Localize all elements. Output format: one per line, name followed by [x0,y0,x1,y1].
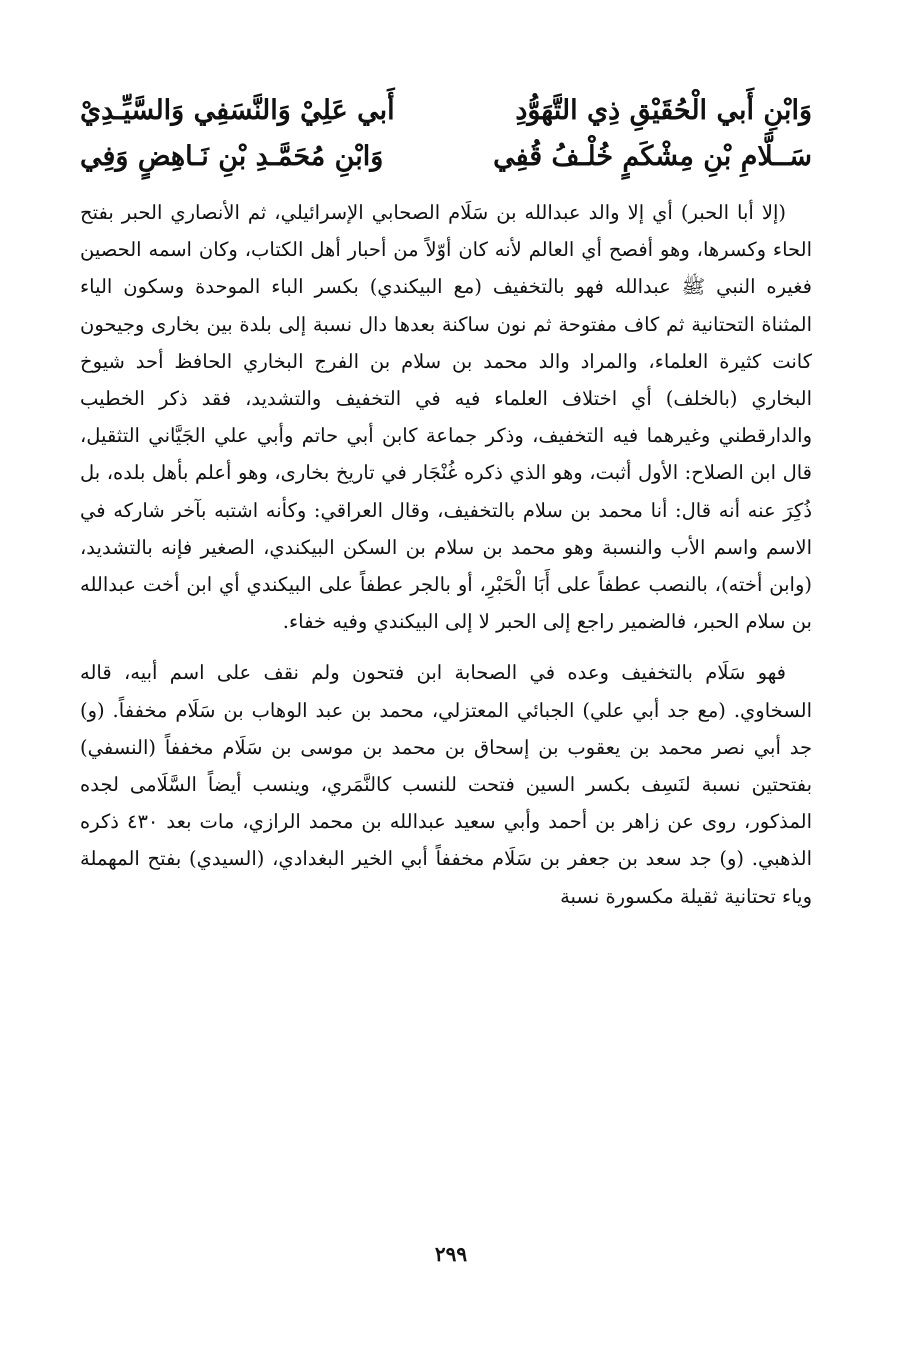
verse-1-second-hemistich: أَبي عَلِيْ وَالنَّسَفِي وَالسَّيِّـدِيْ [80,95,395,126]
verse-2-first-hemistich: سَــلَّامِ بْنِ مِشْكَمٍ خُلْـفُ قُفِي [493,141,812,172]
verse-line-1 [80,88,812,134]
commentary-body [80,194,812,915]
page-number: ٢٩٩ [434,1242,468,1266]
verse-2-second-hemistich: وَابْنِ مُحَمَّـدِ بْنِ نَـاهِضٍ وَفِي [80,141,384,172]
poem-verses [80,88,812,180]
commentary-paragraph-2: فهو سَلَام بالتخفيف وعده في الصحابة ابن فتحون ولم نقف على اسم أبيه، قاله السخاوي. (مع جد أبي علي) الجبائي المعتزلي، محمد بن عبد الوهاب بن سَلَام مخففاً. (و) جد أبي نصر محمد بن يعقوب بن إسحاق بن محمد بن موسى بن سَلَام مخففاً (النسفي) بفتحتين نسبة لنَسِف بكسر السين فتحت للنسب كالنَّمَري، وينسب أيضاً السَّلَامى لجده المذكور، روى عن زاهر بن أحمد وأبي سعيد عبدالله بن محمد الرازي، مات بعد ٤٣٠ ذكره الذهبي. (و) جد سعد بن جعفر بن سَلَام مخففاً أبي الخير البغدادي، (السيدي) بفتح المهملة وياء تحتانية ثقيلة مكسورة نسبة [80,661,812,908]
verse-1-first-hemistich: وَابْنِ أَبي الْحُقَيْقِ ذِي التَّهَوُّدِ [515,95,812,126]
verse-line-2 [80,134,812,180]
commentary-paragraph-1: (إلا أبا الحبر) أي إلا والد عبدالله بن سَلَام الصحابي الإسرائيلي، ثم الأنصاري الحبر بفتح الحاء وكسرها، وهو أفصح أي العالم لأنه كان أوّلاً من أحبار أهل الكتاب، وكان اسمه الحصين فغيره النبي ﷺ عبدالله فهو بالتخفيف (مع البيكندي) بكسر الباء الموحدة وسكون الياء المثناة التحتانية ثم كاف مفتوحة ثم نون ساكنة بعدها دال نسبة إلى بلدة بين بخارى وجيحون كانت كثيرة العلماء، والمراد والد محمد بن سلام بن الفرج البخاري الحافظ أحد شيوخ البخاري (بالخلف) أي اختلاف العلماء فيه في التخفيف والتشديد، فقد ذكر الخطيب والدارقطني وغيرهما فيه التخفيف، وذكر جماعة كابن أبي حاتم وأبي علي الجَيَّاني التثقيل، قال ابن الصلاح: الأول أثبت، وهو الذي ذكره غُنْجَار في تاريخ بخارى، وهو أعلم بأهل بلده، بل ذُكِرَ عنه أنه قال: أنا محمد بن سلام بالتخفيف، وقال العراقي: وكأنه اشتبه بآخر شاركه في الاسم واسم الأب والنسبة وهو محمد بن سلام بن السكن البيكندي، الصغير فإنه بالتشديد، (وابن أخته)، بالنصب عطفاً على أَبَا الْحَبْرِ، أو بالجر عطفاً على البيكندي أي ابن أخت عبدالله بن سلام الحبر، فالضمير راجع إلى الحبر لا إلى البيكندي وفيه خفاء. [80,201,812,634]
